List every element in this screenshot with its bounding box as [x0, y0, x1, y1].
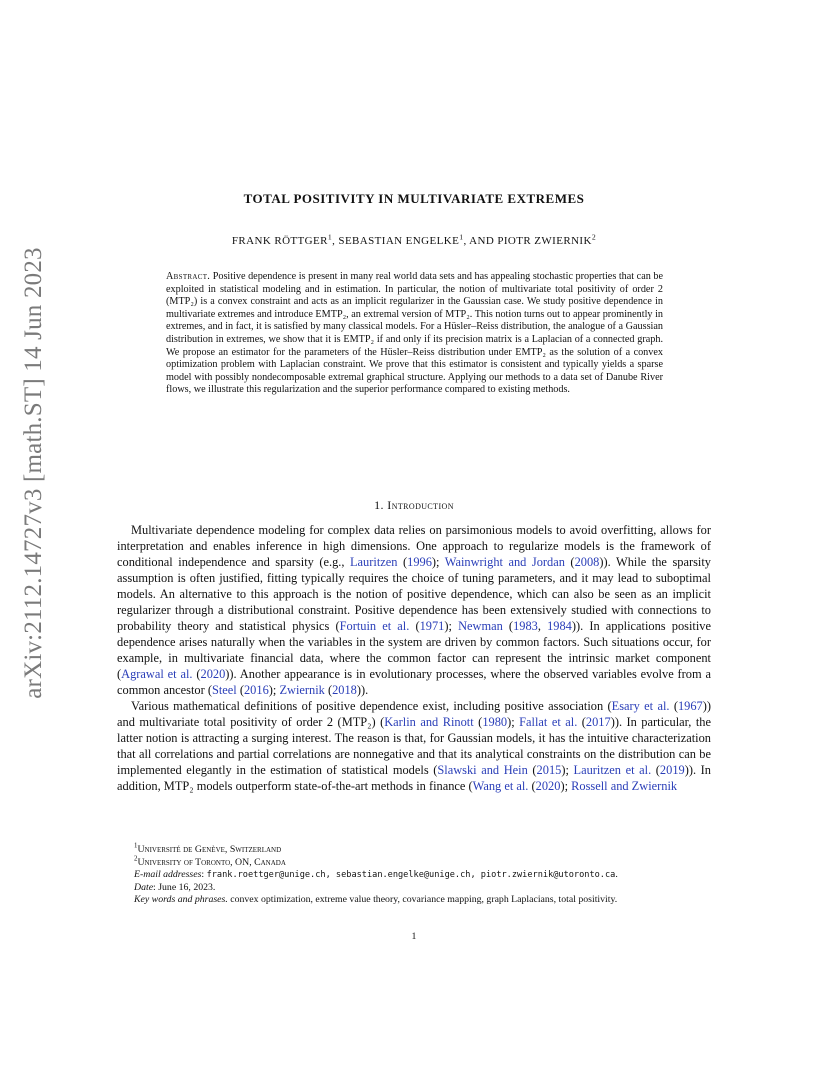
author-name: , SEBASTIAN ENGELKE	[332, 235, 460, 247]
paragraph-text: ,	[537, 619, 548, 633]
citation-link[interactable]: 2017	[585, 715, 611, 729]
paragraph-text: (	[324, 683, 333, 697]
citation-link[interactable]: Fallat et al.	[519, 715, 578, 729]
email-label: E-mail addresses	[134, 869, 202, 881]
citation-link[interactable]: Steel	[211, 683, 237, 697]
citation-link[interactable]: 2018	[332, 683, 357, 697]
citation-link[interactable]: 2008	[574, 555, 600, 569]
paragraph-text: )) and multivariate total positivity of order 2 (MTP₂) (	[117, 699, 712, 729]
citation-link[interactable]: 1980	[482, 715, 508, 729]
paragraph	[117, 698, 711, 794]
citation-link[interactable]: Karlin and Rinott	[384, 715, 474, 729]
paragraph-text: (	[473, 715, 483, 729]
citation-link[interactable]: Rossell and Zwiernik	[571, 779, 678, 793]
paragraph-text: (	[527, 763, 537, 777]
affiliation-mark: 1	[327, 232, 333, 242]
citation-link[interactable]: 2016	[243, 683, 269, 697]
paragraph-text: (	[651, 763, 660, 777]
paragraph-text: );	[431, 555, 445, 569]
affiliation-mark: 1	[459, 232, 464, 242]
citation-link[interactable]: Zwiernik	[279, 683, 325, 697]
paragraph-text: )). While the sparsity assumption is often justified, fitting typically requires the choice of tuning parameters, and it may lead to suboptimal models. An alternative to this approach is the notion of positive dependence, which can also be seen as an implicit regularizer through a distributional constraint. Positive dependence has been extensively studied with connections to probability theory and statistical physics (	[117, 555, 711, 633]
citation-link[interactable]: 2020	[535, 779, 561, 793]
footnote-affiliation	[117, 844, 711, 857]
citation-link[interactable]: Fortuin et al.	[339, 619, 410, 633]
paragraph-text: )).	[356, 683, 369, 697]
citation-link[interactable]: Agrawal et al.	[121, 667, 193, 681]
paragraph-text: )). Another appearance is in evolutionary processes, where the observed variables evolve from a common ancestor (	[117, 667, 711, 697]
citation-link[interactable]: 1984	[547, 619, 572, 633]
paper-title: TOTAL POSITIVITY IN MULTIVARIATE EXTREMES	[243, 191, 585, 206]
paragraph-text: (	[577, 715, 586, 729]
citation-link[interactable]: 1983	[513, 619, 538, 633]
email-addresses: frank.roettger@unige.ch, sebastian.engelke@unige.ch, piotr.zwiernik@utoronto.ca	[206, 870, 616, 881]
paragraph-text: Multivariate dependence modeling for complex data relies on parsimonious models to avoid overfitting, allows for interpretation and enables inference in high dimensions. One approach to regularize models is the framework of conditional independence and sparsity (e.g.,	[117, 523, 711, 569]
paragraph-text: );	[444, 619, 459, 633]
citation-link[interactable]: Wang et al.	[472, 779, 529, 793]
paragraph-text: (	[409, 619, 420, 633]
paragraph-text: )). In applications positive dependence arises naturally when the variables in the system are driven by common factors. Such situations occur, for example, in multivariate financial data, where the common factor can represent the intrinsic market component (	[117, 619, 711, 681]
citation-link[interactable]: Wainwright and Jordan	[444, 555, 565, 569]
citation-link[interactable]: Lauritzen et al.	[573, 763, 652, 777]
paragraph-text: Various mathematical definitions of positive dependence exist, including positive association (	[131, 699, 612, 713]
email-end: .	[615, 869, 618, 881]
paragraph-text: );	[560, 779, 572, 793]
affiliation-text: University of Toronto, ON, Canada	[137, 856, 286, 868]
citation-link[interactable]: 1971	[419, 619, 445, 633]
paragraph-text: (	[397, 555, 408, 569]
section-heading: 1. Introduction	[374, 498, 454, 512]
paragraph	[117, 522, 711, 698]
footnote-date	[117, 882, 711, 895]
abstract-text: Positive dependence is present in many real world data sets and has appealing stochastic properties that can be exploited in statistical modeling and in estimation. In particular, the notion of multivariate total positivity of order 2 (MTP₂) is a convex constraint and acts as an implicit regularizer in the Gaussian case. We study positive dependence in multivariate extremes and introduce EMTP₂, an extremal version of MTP₂. This notion turns out to appear prominently in extremes, and in fact, it is satisfied by many classical models. For a Hüsler–Reiss distribution, the analogue of a Gaussian distribution in extremes, we show that it is EMTP₂ if and only if its precision matrix is a Laplacian of a connected graph. We propose an estimator for the parameters of the Hüsler–Reiss distribution under EMTP₂ as the solution of a convex optimization problem with Laplacian constraint. We prove that this estimator is consistent and typically yields a sparse model with possibly nondecomposable extremal graphical structure. Applying our methods to a data set of Danube River flows, we illustrate this regularization and the superior performance compared to existing methods.	[166, 271, 663, 396]
arxiv-sidebar	[8, 247, 60, 699]
paragraph-text: );	[507, 715, 520, 729]
paragraph-text: );	[268, 683, 280, 697]
citation-link[interactable]: 2015	[536, 763, 562, 777]
footnote-mark: 1	[134, 842, 138, 850]
footnote-mark: 2	[134, 855, 138, 863]
body-text	[117, 522, 711, 794]
author-name: , AND PIOTR ZWIERNIK	[463, 235, 592, 247]
citation-link[interactable]: Esary et al.	[611, 699, 670, 713]
arxiv-identifier: arXiv:2112.14727v3 [math.ST] 14 Jun 2023	[20, 247, 47, 699]
citation-link[interactable]: 1967	[677, 699, 703, 713]
paragraph-text: (	[564, 555, 575, 569]
paragraph-text: (	[669, 699, 678, 713]
affiliation-mark: 2	[591, 232, 597, 242]
keywords-text: convex optimization, extreme value theory, covariance mapping, graph Laplacians, total positivity.	[227, 894, 618, 906]
footnote-keywords	[117, 894, 711, 907]
citation-link[interactable]: 2019	[659, 763, 685, 777]
paragraph-text: )). In particular, the latter notion is attracting a surging interest. The reason is that, for Gaussian models, it has the intuitive characterization that all correlations and partial correlations are nonnegative and that its analytical constraints on the distribution can be implemented elegantly in the estimation of statistical models (	[117, 715, 711, 777]
footnote-email	[117, 869, 711, 882]
abstract	[166, 271, 663, 397]
keywords-label: Key words and phrases.	[134, 894, 228, 906]
footnotes	[117, 844, 711, 907]
author-list	[0, 232, 828, 247]
author-name: FRANK RÖTTGER	[231, 235, 328, 247]
paragraph-text: (	[502, 619, 514, 633]
date-value: : June 16, 2023.	[153, 881, 216, 893]
paragraph-text: (	[192, 667, 201, 681]
footnote-affiliation	[117, 857, 711, 870]
email-separator: :	[201, 869, 207, 881]
citation-link[interactable]: 1996	[407, 555, 432, 569]
affiliation-text: Université de Genève, Switzerland	[137, 844, 282, 855]
paragraph-text: );	[561, 763, 574, 777]
paragraph-text: )). In addition, MTP₂ models outperform state-of-the-art methods in finance (	[117, 763, 711, 793]
citation-link[interactable]: 2020	[200, 667, 226, 681]
paragraph-text: (	[528, 779, 536, 793]
citation-link[interactable]: Lauritzen	[349, 555, 398, 569]
citation-link[interactable]: Slawski and Hein	[437, 763, 528, 777]
page-number: 1	[411, 931, 417, 942]
abstract-heading: Abstract.	[166, 271, 211, 282]
paragraph-text: (	[236, 683, 244, 697]
citation-link[interactable]: Newman	[458, 619, 503, 633]
date-label: Date	[134, 881, 154, 893]
